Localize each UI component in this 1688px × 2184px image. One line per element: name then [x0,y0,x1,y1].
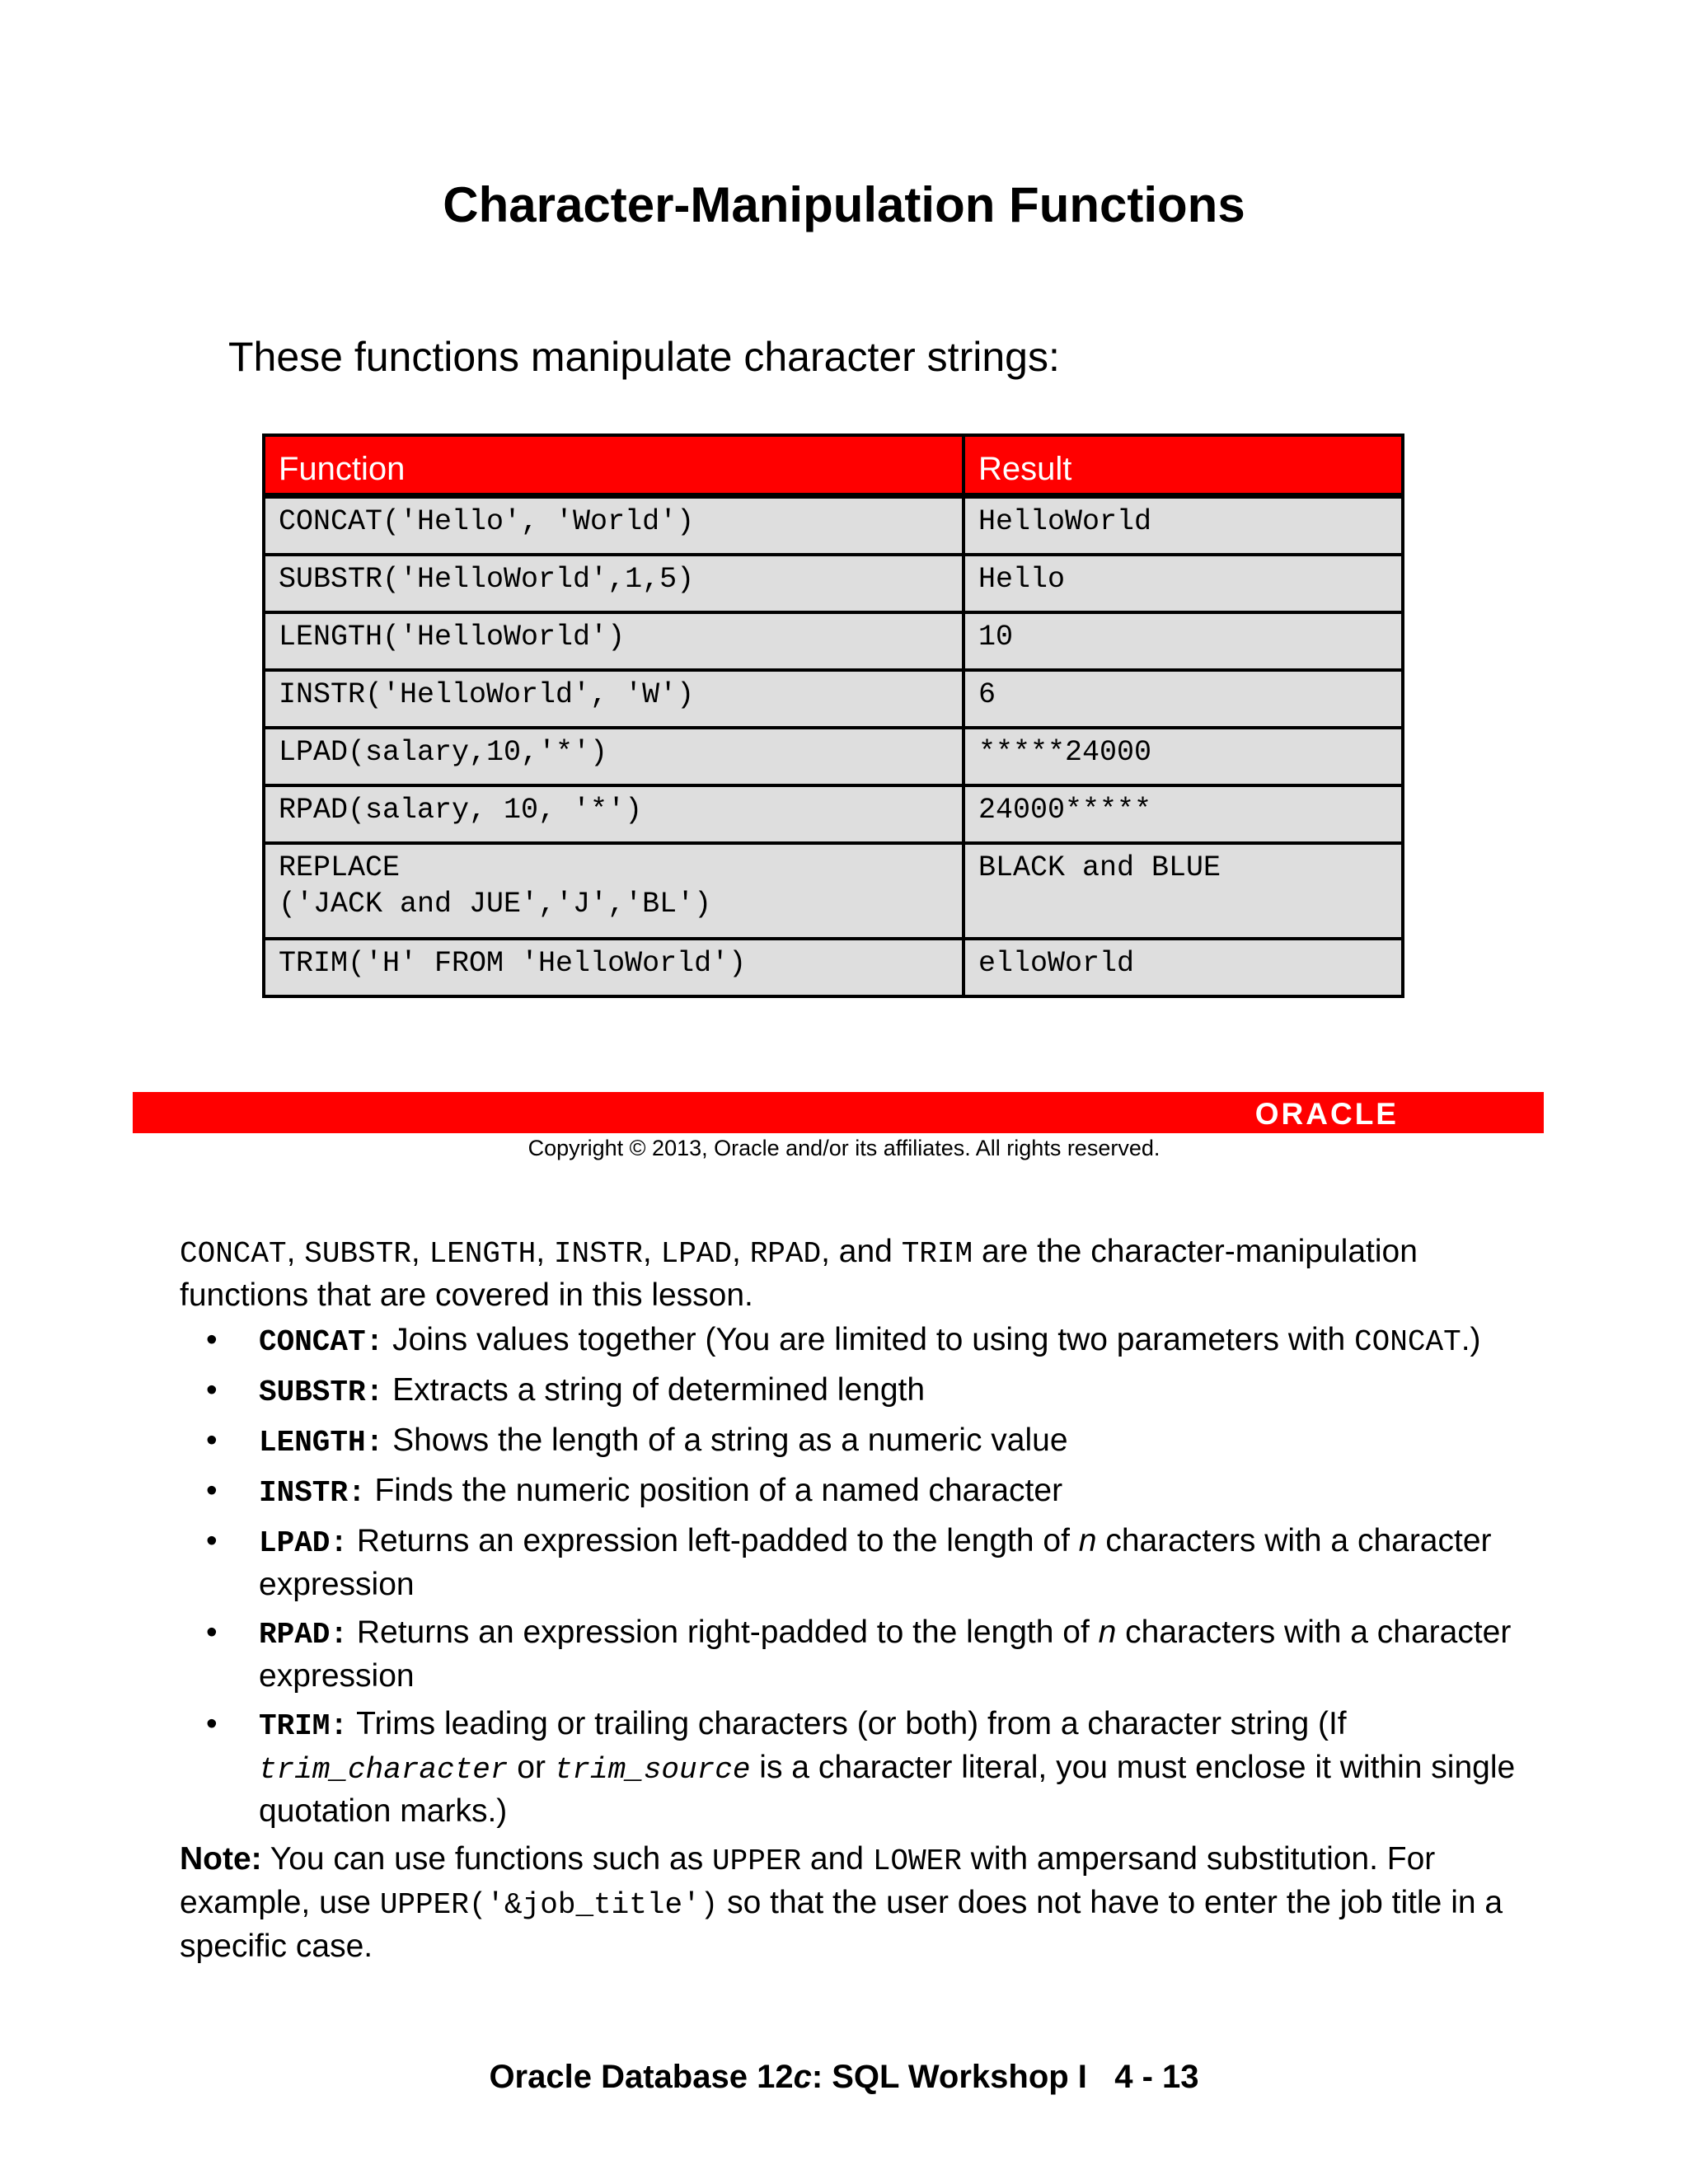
code-substr: SUBSTR [304,1237,411,1271]
result-cell: 10 [964,612,1403,670]
code-upper: UPPER [712,1844,802,1878]
code-trim: TRIM [901,1237,973,1271]
function-bullet-list [180,1319,1531,1832]
code-italic: trim_source [554,1753,751,1787]
footer-text: Oracle Database 12 [489,2059,794,2095]
slide-title: Character-Manipulation Functions [443,177,1245,232]
table-row [264,843,1403,939]
header-function: Function [264,435,964,496]
term: INSTR: [259,1476,366,1510]
bullet-instr [259,1470,1531,1514]
code-lpad: LPAD [660,1237,733,1271]
code-upper-example: UPPER('&job_title') [379,1888,719,1922]
code-instr: INSTR [553,1237,643,1271]
table-row [264,496,1403,555]
bullet-text: .) [1461,1322,1481,1357]
result-cell: Hello [964,555,1403,612]
code-concat: CONCAT [180,1237,287,1271]
bullet-length [259,1420,1531,1464]
term: SUBSTR: [259,1376,384,1409]
code-italic: trim_character [259,1753,509,1787]
bullet-text: Finds the numeric position of a named character [365,1473,1063,1508]
bullet-text: Shows the length of a string as a numeric value [383,1422,1068,1458]
result-cell: *****24000 [964,728,1403,785]
result-cell: elloWorld [964,939,1403,996]
notes-intro [180,1231,1531,1316]
bullet-lpad [259,1521,1531,1605]
bullet-concat [259,1319,1531,1363]
term: CONCAT: [259,1325,384,1359]
function-cell: SUBSTR('HelloWorld',1,5) [264,555,964,612]
intro-text: , [286,1234,305,1269]
bullet-substr [259,1370,1531,1413]
bullet-text: Trims leading or trailing characters (or both) from a character string (If [348,1706,1347,1741]
result-cell: BLACK and BLUE [964,843,1403,939]
footer-italic: c [793,2059,812,2095]
note-paragraph [180,1839,1531,1967]
note-text: with ampersand substitution. For example, use [180,1841,1436,1920]
bullet-rpad [259,1612,1531,1697]
table-row [264,939,1403,996]
bullet-text: Extracts a string of determined length [383,1372,926,1408]
bullet-text: or [508,1750,555,1785]
intro-text: , [642,1234,661,1269]
copyright-text: Copyright © 2013, Oracle and/or its affiliates. All rights reserved. [528,1136,1160,1160]
result-cell: 6 [964,670,1403,728]
function-cell: LENGTH('HelloWorld') [264,612,964,670]
bullet-text: Returns an expression left-padded to the length of [348,1523,1079,1558]
code-length: LENGTH [429,1237,537,1271]
bullet-text: Returns an expression right-padded to the length of [348,1615,1099,1650]
table-row [264,612,1403,670]
page-footer [0,2059,1688,2096]
table-header-row [264,435,1403,496]
code-lower: LOWER [872,1844,962,1878]
note-text: You can use functions such as [261,1841,713,1877]
notes-section [180,1231,1531,1967]
bullet-text: is a character literal, you must enclose it within single quotation marks.) [259,1750,1516,1829]
intro-text: , [536,1234,554,1269]
term: RPAD: [259,1618,349,1652]
term: TRIM: [259,1709,349,1743]
code-rpad: RPAD [749,1237,822,1271]
function-cell: INSTR('HelloWorld', 'W') [264,670,964,728]
bullet-text: Joins values together (You are limited to using two parameters with [383,1322,1355,1357]
result-cell: 24000***** [964,785,1403,843]
result-cell: HelloWorld [964,496,1403,555]
bullet-text: characters with a character expression [259,1523,1492,1602]
table-row [264,785,1403,843]
term: LENGTH: [259,1426,384,1460]
intro-text: , [732,1234,750,1269]
header-result: Result [964,435,1403,496]
intro-text: are the character-manipulation functions that are covered in this lesson. [180,1234,1418,1313]
note-text: and [801,1841,873,1877]
code-inline: CONCAT [1354,1325,1461,1359]
italic-n: n [1098,1615,1117,1650]
intro-text: , and [821,1234,902,1269]
function-cell: LPAD(salary,10,'*') [264,728,964,785]
note-text: so that the user does not have to enter the job title in a specific case. [180,1885,1503,1964]
note-label: Note: [180,1841,262,1877]
footer-text: : SQL Workshop I 4 - 13 [811,2059,1199,2095]
table-row [264,670,1403,728]
bullet-trim [259,1704,1531,1832]
function-cell: CONCAT('Hello', 'World') [264,496,964,555]
term: LPAD: [259,1526,349,1560]
function-cell: RPAD(salary, 10, '*') [264,785,964,843]
function-table [262,434,1404,998]
oracle-logo: ORACLE [1254,1097,1399,1131]
oracle-brand-bar [133,1092,1544,1133]
intro-text: , [410,1234,429,1269]
italic-n: n [1078,1523,1097,1558]
bullet-text: characters with a character expression [259,1615,1512,1694]
function-cell: REPLACE ('JACK and JUE','J','BL') [264,843,964,939]
table-row [264,555,1403,612]
slide-subtitle: These functions manipulate character strings: [228,334,1060,380]
function-cell: TRIM('H' FROM 'HelloWorld') [264,939,964,996]
table-row [264,728,1403,785]
